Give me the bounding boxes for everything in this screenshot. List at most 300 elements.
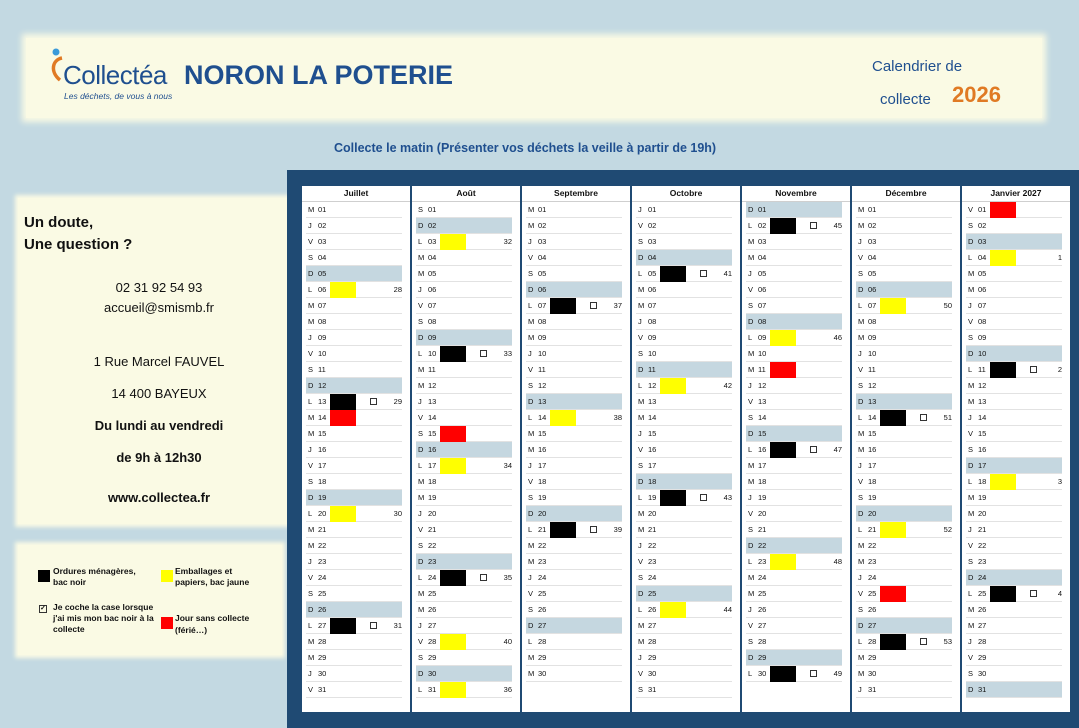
day-number: 21 [428, 525, 437, 534]
day-row [636, 330, 732, 346]
day-row [746, 458, 842, 474]
legend-red-label-1: Jour sans collecte [175, 613, 250, 623]
day-number: 28 [318, 637, 327, 646]
yellow-bin-marker [770, 554, 796, 570]
day-number: 19 [758, 493, 767, 502]
day-number: 15 [868, 429, 877, 438]
day-number: 13 [318, 397, 327, 406]
logo-name: Collectéa [63, 60, 167, 90]
day-row [416, 506, 512, 522]
day-letter: V [308, 461, 314, 470]
day-number: 30 [978, 669, 987, 678]
yellow-bin-marker [880, 522, 906, 538]
day-letter: L [528, 301, 533, 310]
day-number: 27 [978, 621, 987, 630]
legend-black-label-1: Ordures ménagères, [53, 566, 136, 576]
collectea-logo-icon [48, 48, 64, 82]
collection-checkbox[interactable] [810, 446, 817, 453]
week-number: 37 [613, 301, 622, 310]
day-row [746, 666, 842, 682]
day-letter: S [638, 573, 644, 582]
day-letter: J [418, 621, 422, 630]
day-letter: S [308, 253, 314, 262]
day-number: 25 [318, 589, 327, 598]
week-number: 3 [1057, 477, 1062, 486]
day-row [746, 506, 842, 522]
day-letter: L [418, 349, 423, 358]
day-row [856, 506, 952, 522]
day-letter: M [308, 301, 315, 310]
day-row [966, 442, 1062, 458]
yellow-bin-marker [990, 250, 1016, 266]
day-row [306, 570, 402, 586]
day-letter: M [748, 573, 755, 582]
day-number: 05 [868, 269, 877, 278]
day-row [746, 378, 842, 394]
day-row [856, 538, 952, 554]
day-letter: L [638, 269, 643, 278]
day-letter: L [858, 301, 863, 310]
day-row [746, 538, 842, 554]
day-row [526, 266, 622, 282]
day-row [416, 586, 512, 602]
day-row [856, 346, 952, 362]
day-number: 13 [978, 397, 987, 406]
day-letter: L [858, 525, 863, 534]
day-row [856, 202, 952, 218]
day-letter: D [638, 253, 644, 262]
day-row [306, 442, 402, 458]
day-letter: D [858, 285, 864, 294]
day-row [746, 522, 842, 538]
day-letter: S [308, 477, 314, 486]
day-letter: D [418, 221, 424, 230]
day-row [856, 442, 952, 458]
day-letter: M [968, 381, 975, 390]
day-row [856, 426, 952, 442]
day-row [746, 586, 842, 602]
day-row [966, 234, 1062, 250]
day-number: 05 [428, 269, 437, 278]
day-number: 17 [318, 461, 327, 470]
calendar-year: 2026 [952, 82, 1001, 107]
day-number: 22 [428, 541, 437, 550]
collection-checkbox[interactable] [480, 574, 487, 581]
day-number: 18 [428, 477, 437, 486]
day-number: 29 [428, 653, 437, 662]
collection-checkbox[interactable] [370, 622, 377, 629]
collection-checkbox[interactable] [920, 638, 927, 645]
legend-red-swatch [161, 617, 173, 629]
month-column [852, 186, 960, 712]
day-letter: M [418, 253, 425, 262]
day-letter: M [858, 429, 865, 438]
calendar-title-line1: Calendrier de [872, 58, 963, 75]
day-letter: M [308, 637, 315, 646]
day-number: 31 [978, 685, 987, 694]
day-row [416, 634, 512, 650]
day-row [526, 410, 622, 426]
no-collection-marker [440, 426, 466, 442]
day-row [306, 218, 402, 234]
collection-checkbox[interactable] [810, 222, 817, 229]
day-letter: S [748, 637, 754, 646]
week-number: 2 [1057, 365, 1062, 374]
day-number: 21 [978, 525, 987, 534]
calendar-panel [287, 170, 1079, 728]
day-row [526, 282, 622, 298]
day-letter: S [858, 493, 864, 502]
day-row [526, 250, 622, 266]
collection-checkbox[interactable] [810, 670, 817, 677]
day-row [746, 490, 842, 506]
day-row [856, 234, 952, 250]
day-row [526, 362, 622, 378]
day-number: 18 [648, 477, 657, 486]
week-number: 50 [943, 301, 952, 310]
day-row [966, 570, 1062, 586]
day-row [966, 282, 1062, 298]
day-row [636, 234, 732, 250]
day-number: 25 [538, 589, 547, 598]
day-number: 06 [428, 285, 437, 294]
collection-checkbox[interactable] [480, 350, 487, 357]
day-row [856, 618, 952, 634]
collection-checkbox[interactable] [920, 414, 927, 421]
day-row [306, 426, 402, 442]
day-number: 01 [978, 205, 987, 214]
week-number: 36 [503, 685, 512, 694]
day-letter: J [638, 205, 642, 214]
day-row [526, 490, 622, 506]
day-number: 09 [428, 333, 437, 342]
day-row [416, 650, 512, 666]
day-letter: D [858, 509, 864, 518]
day-letter: M [968, 621, 975, 630]
day-number: 04 [318, 253, 327, 262]
contact-hours: de 9h à 12h30 [116, 450, 202, 465]
month-header: Décembre [852, 186, 960, 202]
no-collection-marker [770, 362, 796, 378]
day-number: 10 [978, 349, 987, 358]
day-number: 11 [868, 365, 876, 374]
day-number: 21 [868, 525, 877, 534]
black-bin-marker [550, 298, 576, 314]
day-letter: L [968, 589, 973, 598]
contact-phone: 02 31 92 54 93 [115, 280, 203, 295]
day-number: 02 [538, 221, 547, 230]
day-row [746, 634, 842, 650]
day-row [746, 266, 842, 282]
day-row [416, 394, 512, 410]
day-number: 29 [758, 653, 767, 662]
day-letter: V [638, 333, 644, 342]
day-letter: J [858, 685, 862, 694]
day-letter: M [858, 541, 865, 550]
day-row [526, 394, 622, 410]
no-collection-marker [990, 202, 1016, 218]
day-letter: S [528, 493, 534, 502]
day-number: 03 [868, 237, 877, 246]
day-row [416, 250, 512, 266]
day-letter: M [968, 269, 975, 278]
day-row [636, 362, 732, 378]
no-collection-marker [880, 586, 906, 602]
day-number: 23 [318, 557, 327, 566]
day-number: 01 [758, 205, 767, 214]
day-number: 17 [978, 461, 987, 470]
day-row [746, 650, 842, 666]
day-letter: V [638, 445, 644, 454]
day-row [746, 554, 842, 570]
day-row [306, 666, 402, 682]
day-letter: S [418, 541, 424, 550]
day-letter: D [418, 557, 424, 566]
day-row [526, 634, 622, 650]
day-row [306, 234, 402, 250]
week-number: 29 [393, 397, 402, 406]
day-number: 07 [648, 301, 657, 310]
day-letter: M [528, 541, 535, 550]
day-letter: M [858, 333, 865, 342]
day-letter: J [968, 637, 972, 646]
day-number: 24 [648, 573, 657, 582]
day-letter: D [968, 237, 974, 246]
day-row [966, 362, 1062, 378]
day-row [416, 314, 512, 330]
commune-title: NORON LA POTERIE [184, 60, 454, 90]
day-letter: M [748, 237, 755, 246]
day-number: 10 [538, 349, 547, 358]
day-number: 02 [978, 221, 987, 230]
day-number: 16 [648, 445, 657, 454]
day-row [416, 378, 512, 394]
day-number: 18 [758, 477, 767, 486]
day-letter: V [418, 637, 424, 646]
calendar-title-line2: collecte [880, 91, 931, 108]
black-bin-marker [330, 618, 356, 634]
day-letter: J [748, 493, 752, 502]
contact-email: accueil@smismb.fr [104, 300, 214, 315]
day-number: 27 [318, 621, 327, 630]
day-number: 22 [538, 541, 547, 550]
day-row [416, 410, 512, 426]
day-row [636, 634, 732, 650]
day-letter: J [858, 573, 862, 582]
legend-yellow-label-1: Emballages et [175, 566, 233, 576]
day-row [746, 394, 842, 410]
day-letter: J [418, 285, 422, 294]
day-row [416, 218, 512, 234]
day-number: 17 [758, 461, 767, 470]
week-number: 52 [943, 525, 952, 534]
day-letter: M [748, 349, 755, 358]
day-number: 01 [428, 205, 437, 214]
day-number: 12 [428, 381, 437, 390]
day-row [306, 522, 402, 538]
black-bin-marker [770, 218, 796, 234]
day-number: 11 [428, 365, 436, 374]
black-bin-marker [660, 266, 686, 282]
day-row [636, 442, 732, 458]
day-number: 23 [758, 557, 767, 566]
day-row [416, 602, 512, 618]
day-letter: M [418, 381, 425, 390]
day-row [526, 298, 622, 314]
day-letter: D [308, 493, 314, 502]
day-letter: M [858, 445, 865, 454]
day-number: 11 [538, 365, 546, 374]
day-row [526, 554, 622, 570]
day-letter: M [858, 205, 865, 214]
day-number: 11 [318, 365, 326, 374]
day-letter: V [308, 237, 314, 246]
day-row [966, 346, 1062, 362]
day-row [966, 666, 1062, 682]
day-letter: L [528, 413, 533, 422]
day-number: 13 [758, 397, 767, 406]
day-row [856, 458, 952, 474]
day-row [306, 202, 402, 218]
day-row [526, 522, 622, 538]
day-row [966, 506, 1062, 522]
day-row [306, 250, 402, 266]
day-row [306, 394, 402, 410]
day-number: 12 [868, 381, 877, 390]
collection-checkbox[interactable] [370, 398, 377, 405]
day-letter: M [418, 477, 425, 486]
day-row [856, 378, 952, 394]
day-number: 26 [318, 605, 327, 614]
contact-question-2: Une question ? [24, 236, 133, 253]
day-number: 26 [978, 605, 987, 614]
collection-checkbox[interactable] [700, 494, 707, 501]
legend-box [18, 545, 282, 655]
week-number: 34 [503, 461, 512, 470]
day-row [306, 650, 402, 666]
day-letter: L [418, 237, 423, 246]
day-number: 07 [428, 301, 437, 310]
week-number: 43 [723, 493, 732, 502]
day-letter: V [968, 429, 974, 438]
day-row [416, 474, 512, 490]
day-number: 15 [648, 429, 657, 438]
day-number: 31 [868, 685, 877, 694]
day-number: 07 [318, 301, 327, 310]
legend-check-label-3: collecte [53, 624, 85, 634]
day-number: 29 [978, 653, 987, 662]
day-number: 24 [318, 573, 327, 582]
day-row [746, 202, 842, 218]
no-collection-marker [330, 410, 356, 426]
day-letter: S [528, 381, 534, 390]
day-number: 12 [978, 381, 987, 390]
legend-black-swatch [38, 570, 50, 582]
day-letter: D [308, 269, 314, 278]
day-row [636, 282, 732, 298]
day-row [306, 586, 402, 602]
day-number: 03 [428, 237, 437, 246]
day-row [856, 218, 952, 234]
day-letter: S [748, 525, 754, 534]
day-letter: S [418, 317, 424, 326]
day-number: 22 [648, 541, 657, 550]
month-column [412, 186, 520, 712]
day-number: 23 [648, 557, 657, 566]
contact-address-1: 1 Rue Marcel FAUVEL [93, 354, 225, 369]
day-number: 30 [648, 669, 657, 678]
day-letter: J [968, 525, 972, 534]
week-number: 51 [943, 413, 952, 422]
collection-checkbox[interactable] [700, 270, 707, 277]
day-number: 12 [318, 381, 327, 390]
day-number: 06 [758, 285, 767, 294]
day-letter: M [638, 397, 645, 406]
day-row [416, 538, 512, 554]
day-number: 24 [978, 573, 987, 582]
collection-checkbox[interactable] [1030, 590, 1037, 597]
day-row [306, 410, 402, 426]
day-letter: V [858, 253, 864, 262]
legend-yellow-swatch [161, 570, 173, 582]
day-letter: M [528, 669, 535, 678]
collection-checkbox[interactable] [1030, 366, 1037, 373]
day-number: 14 [868, 413, 877, 422]
day-letter: D [638, 477, 644, 486]
day-row [526, 538, 622, 554]
yellow-bin-marker [330, 506, 356, 522]
day-row [856, 362, 952, 378]
day-letter: S [858, 381, 864, 390]
week-number: 42 [723, 381, 732, 390]
day-letter: D [858, 621, 864, 630]
day-number: 28 [978, 637, 987, 646]
day-number: 14 [318, 413, 327, 422]
day-number: 02 [758, 221, 767, 230]
day-row [636, 458, 732, 474]
day-row [306, 682, 402, 698]
day-number: 30 [318, 669, 327, 678]
day-number: 23 [428, 557, 437, 566]
collection-checkbox[interactable] [590, 526, 597, 533]
day-row [306, 346, 402, 362]
day-number: 08 [538, 317, 547, 326]
day-letter: D [858, 397, 864, 406]
week-number: 33 [503, 349, 512, 358]
day-number: 31 [428, 685, 437, 694]
day-letter: V [528, 589, 534, 598]
day-letter: S [528, 605, 534, 614]
day-number: 19 [428, 493, 437, 502]
day-number: 04 [868, 253, 877, 262]
day-number: 14 [648, 413, 657, 422]
day-letter: V [528, 365, 534, 374]
day-number: 06 [318, 285, 327, 294]
day-letter: V [968, 205, 974, 214]
day-row [856, 314, 952, 330]
day-letter: S [968, 445, 974, 454]
day-number: 22 [318, 541, 327, 550]
day-row [856, 394, 952, 410]
collection-checkbox[interactable] [590, 302, 597, 309]
day-letter: D [308, 605, 314, 614]
day-row [306, 634, 402, 650]
yellow-bin-marker [880, 298, 906, 314]
day-row [636, 522, 732, 538]
day-letter: V [308, 349, 314, 358]
day-row [306, 330, 402, 346]
day-row [636, 602, 732, 618]
